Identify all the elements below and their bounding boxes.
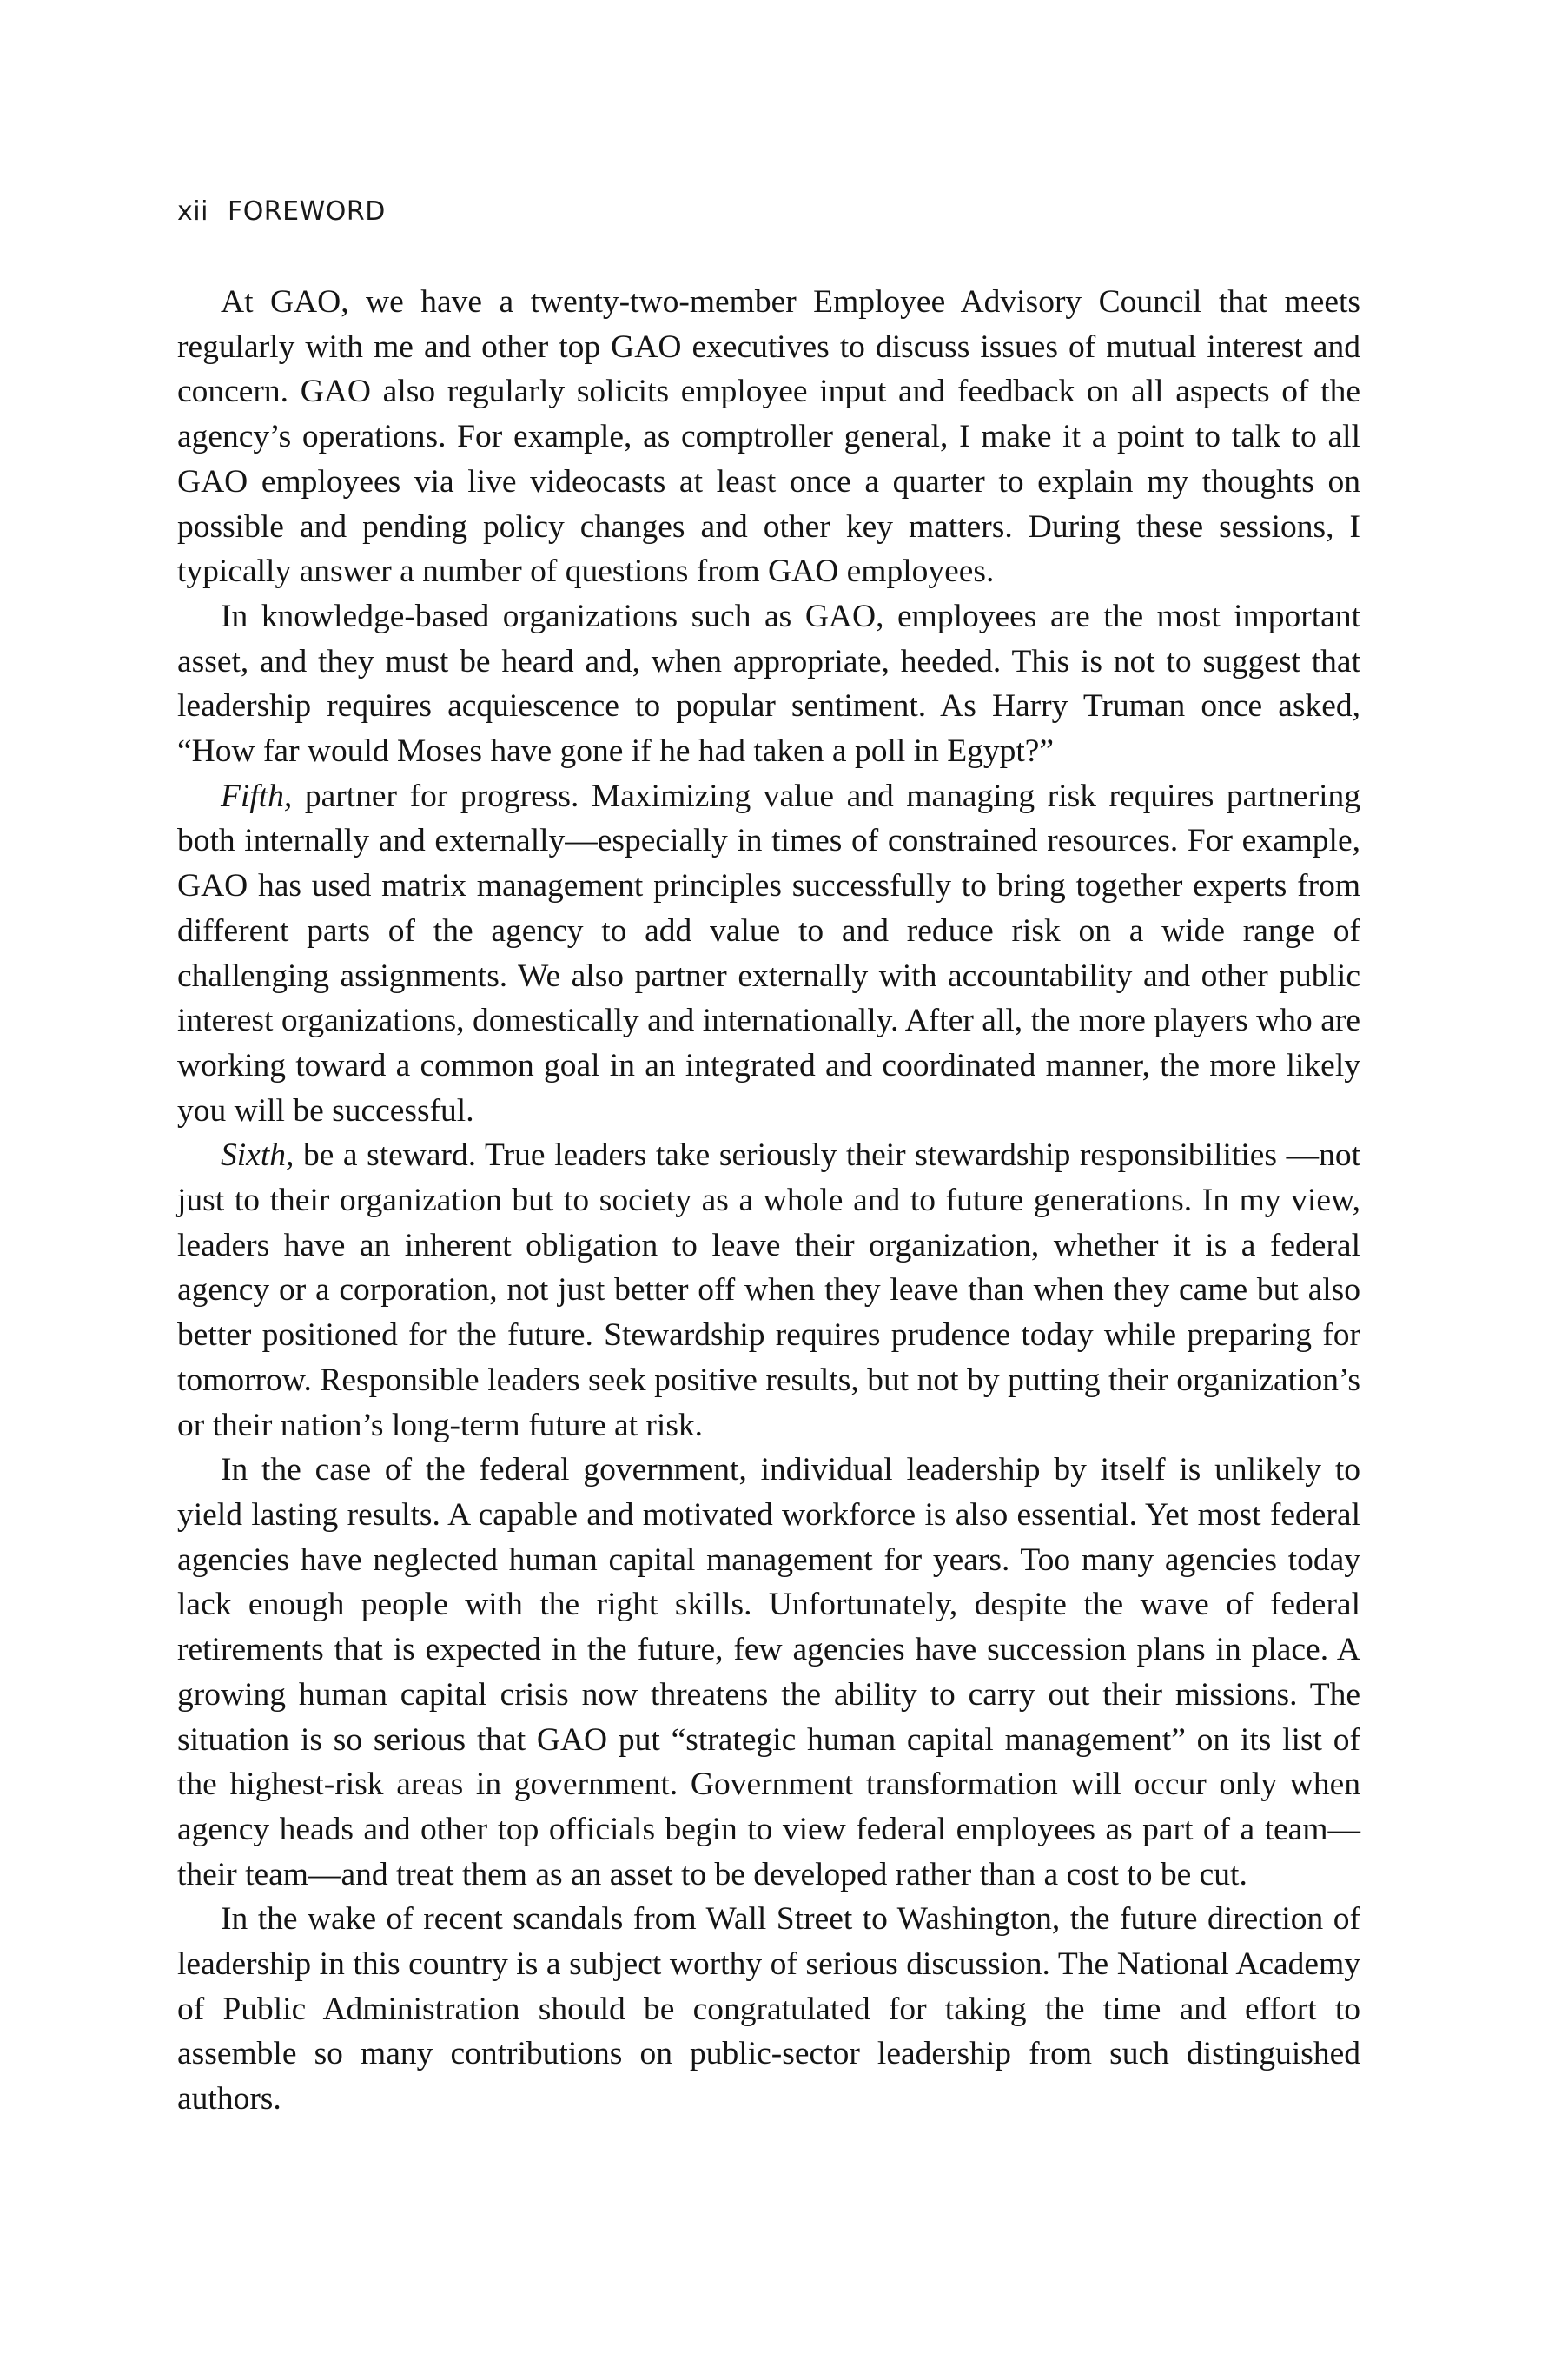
paragraph-text: At GAO, we have a twenty-two-member Employee Advisory Council that meets regularly with me and other top GAO executives to discuss issues of mutual interest and concern. GAO also regularly solicits employee input and feedback on all aspects of the agency’s operations. For example, as comptroller general, I make it a point to talk to all GAO employees via live videocasts at least once a quarter to explain my thoughts on possible and pending policy changes and other key matters. During these sessions, I typically answer a number of questions from GAO employees. <box>177 284 1360 590</box>
paragraph-knowledge-based-organizations <box>177 594 1360 774</box>
paragraph-federal-government <box>177 1448 1360 1897</box>
paragraph-sixth-steward <box>177 1133 1360 1448</box>
paragraph-gao-advisory-council <box>177 280 1360 594</box>
running-head <box>177 196 386 227</box>
paragraph-fifth-partner <box>177 774 1360 1134</box>
section-title: FOREWORD <box>227 196 386 227</box>
body-text <box>177 280 1360 2122</box>
paragraph-text: In the case of the federal government, individual leadership by itself is unlikely to yield lasting results. A capable and motivated workforce is also essential. Yet most federal agencies have neglected human capital management for years. Too many agencies today lack enough people with the right skills. Unfortunately, despite the wave of federal retirements that is expected in the future, few agencies have succession plans in place. A growing human capital crisis now threatens the ability to carry out their missions. The situation is so serious that GAO put “strategic human capital management” on its list of the highest-risk areas in government. Government transformation will occur only when agency heads and other top officials begin to view federal employees as part of a team—their team—and treat them as an asset to be developed rather than a cost to be cut. <box>177 1452 1360 1892</box>
paragraph-text: partner for progress. Maximizing value and managing risk requires partnering both internally and externally—especially in times of constrained resources. For example, GAO has used matrix management principles successfully to bring together experts from different parts of the agency to add value to and reduce risk on a wide range of challenging assignments. We also partner externally with accountability and other public interest organizations, domestically and internationally. After all, the more players who are working toward a common goal in an integrated and coordinated manner, the more likely you will be successful. <box>177 778 1360 1129</box>
paragraph-text: be a steward. True leaders take seriously their stewardship responsibilities —not just to their organization but to society as a whole and to future generations. In my view, leaders have an inherent obligation to leave their organization, whether it is a federal agency or a corporation, not just better off when they leave than when they came but also better positioned for the future. Stewardship requires prudence today while preparing for tomorrow. Responsible leaders seek positive results, but not by putting their organization’s or their nation’s long-term future at risk. <box>177 1137 1360 1443</box>
paragraph-text: In the wake of recent scandals from Wall Street to Washington, the future direction of leadership in this country is a subject worthy of serious discussion. The National Academy of Public Administration should be congratulated for taking the time and effort to assemble so many contributions on public-sector leadership from such distinguished authors. <box>177 1901 1360 2118</box>
page-number: xii <box>177 196 208 227</box>
paragraph-lead: Fifth, <box>221 778 293 814</box>
paragraph-text: In knowledge-based organizations such as GAO, employees are the most important asset, and they must be heard and, when appropriate, heeded. This is not to suggest that leadership requires acquiescence to popular sentiment. As Harry Truman once asked, “How far would Moses have gone if he had taken a poll in Egypt?” <box>177 598 1360 770</box>
paragraph-lead: Sixth, <box>221 1137 294 1174</box>
paragraph-wake-of-scandals <box>177 1897 1360 2122</box>
